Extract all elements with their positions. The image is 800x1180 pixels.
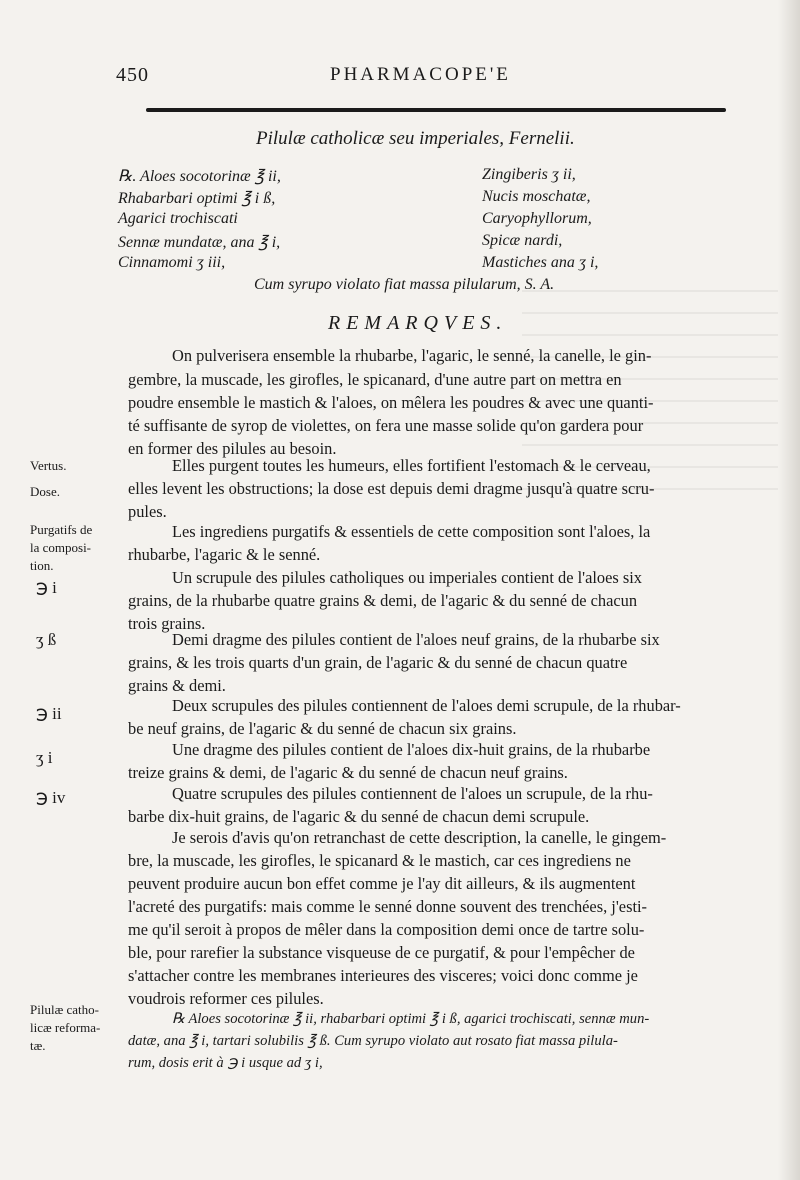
recipe-left-line: Rhabarbari optimi ℥ i ß, <box>118 190 276 207</box>
body-line: té suffisante de syrop de violettes, on fera une masse solide qu'on gardera pour <box>128 416 644 435</box>
body-line: pules. <box>128 502 167 521</box>
body-line: ℞ Aloes socotorinæ ℥ ii, rhabarbari optimi ℥ i ß, agarici trochiscati, sennæ mun- <box>172 1011 650 1027</box>
running-title: PHARMACOPE'E <box>330 64 511 85</box>
margin-note-vertus: Vertus. <box>30 458 67 473</box>
body-line: grains & demi. <box>128 676 226 695</box>
margin-symbol: ʒ i <box>36 748 53 767</box>
body-line: ble, pour rarefier la substance visqueuse de ce purgatif, & pour l'empêcher de <box>128 943 635 962</box>
body-line: l'acreté des purgatifs: mais comme le senné donne souvent des trenchées, j'esti- <box>128 897 648 916</box>
header-rule <box>146 108 726 112</box>
margin-symbol: ℈ iv <box>36 788 66 807</box>
body-line: treize grains & demi, de l'agaric & du senné de chacun neuf grains. <box>128 763 568 782</box>
body-line: Quatre scrupules des pilules contiennent de l'aloes un scrupule, de la rhu- <box>172 784 653 803</box>
body-line: me qu'il seroit à propos de mêler dans la composition demi once de tartre solu- <box>128 920 645 939</box>
page-number: 450 <box>116 64 149 86</box>
margin-note-pilulae: tæ. <box>30 1038 46 1053</box>
margin-symbol: ʒ ß <box>36 630 57 649</box>
margin-note-pilulae: licæ reforma- <box>30 1020 101 1035</box>
page-edge-shadow <box>778 0 800 1180</box>
section-heading: REMARQVES. <box>328 312 508 334</box>
body-line: Je serois d'avis qu'on retranchast de cette description, la canelle, le gingem- <box>172 828 667 847</box>
margin-symbol: ℈ i <box>36 578 57 597</box>
recipe-left-line: Sennæ mundatæ, ana ℥ i, <box>118 234 281 251</box>
margin-note-purgatifs: la composi- <box>30 540 92 555</box>
body-line: rhubarbe, l'agaric & le senné. <box>128 545 321 564</box>
body-line: bre, la muscade, les girofles, le spicanard & le mastich, car ces ingrediens ne <box>128 851 631 870</box>
body-line: Deux scrupules des pilules contiennent de l'aloes demi scrupule, de la rhubar- <box>172 696 681 715</box>
recipe-right-line: Nucis moschatæ, <box>482 188 591 205</box>
body-line: barbe dix-huit grains, de l'agaric & du senné de chacun demi scrupule. <box>128 807 590 826</box>
recipe-left-line: ℞. Aloes socotorinæ ℥ ii, <box>118 168 281 185</box>
body-line: On pulverisera ensemble la rhubarbe, l'agaric, le senné, la canelle, le gin- <box>172 346 652 365</box>
body-line: Les ingrediens purgatifs & essentiels de cette composition sont l'aloes, la <box>172 522 651 541</box>
body-line: peuvent produire aucun bon effet comme je l'ay dit ailleurs, & ils augmentent <box>128 874 636 893</box>
recipe-title: Pilulæ catholicæ seu imperiales, Fernelii. <box>256 128 575 149</box>
recipe-right-line: Spicæ nardi, <box>482 232 563 249</box>
body-line: voudrois reformer ces pilules. <box>128 989 324 1008</box>
recipe-right-line: Caryophyllorum, <box>482 210 592 227</box>
body-line: datæ, ana ℥ i, tartari solubilis ℥ ß. Cum syrupo violato aut rosato fiat massa pilula- <box>128 1033 618 1049</box>
body-line: trois grains. <box>128 614 206 633</box>
body-line: en former des pilules au besoin. <box>128 439 337 458</box>
recipe-closing: Cum syrupo violato fiat massa pilularum, S. A. <box>254 276 555 293</box>
body-line: Une dragme des pilules contient de l'aloes dix-huit grains, de la rhubarbe <box>172 740 651 759</box>
body-line: Elles purgent toutes les humeurs, elles fortifient l'estomach & le cerveau, <box>172 456 651 475</box>
body-line: gembre, la muscade, les girofles, le spicanard, d'une autre part on mettra en <box>128 370 622 389</box>
margin-note-purgatifs: Purgatifs de <box>30 522 93 537</box>
body-line: grains, & les trois quarts d'un grain, de l'agaric & du senné de chacun quatre <box>128 653 628 672</box>
margin-symbol: ℈ ii <box>36 704 62 723</box>
margin-note-pilulae: Pilulæ catho- <box>30 1002 99 1017</box>
body-line: elles levent les obstructions; la dose est depuis demi dragme jusqu'à quatre scru- <box>128 479 655 498</box>
margin-note-purgatifs: tion. <box>30 558 54 573</box>
body-line: poudre ensemble le mastich & l'aloes, on mêlera les poudres & avec une quanti- <box>128 393 654 412</box>
body-line: be neuf grains, de l'agaric & du senné de chacun six grains. <box>128 719 517 738</box>
margin-note-dose: Dose. <box>30 484 60 499</box>
body-line: Demi dragme des pilules contient de l'aloes neuf grains, de la rhubarbe six <box>172 630 660 649</box>
body-line: grains, de la rhubarbe quatre grains & demi, de l'agaric & du senné de chacun <box>128 591 638 610</box>
body-line: rum, dosis erit à ℈ i usque ad ʒ i, <box>128 1055 323 1071</box>
recipe-left-line: Cinnamomi ʒ iii, <box>118 254 226 271</box>
recipe-right-line: Mastiches ana ʒ i, <box>482 254 599 271</box>
body-line: Un scrupule des pilules catholiques ou imperiales contient de l'aloes six <box>172 568 642 587</box>
recipe-right-line: Zingiberis ʒ ii, <box>482 166 576 183</box>
body-line: s'attacher contre les membranes interieures des visceres; voici donc comme je <box>128 966 638 985</box>
recipe-left-line: Agarici trochiscati <box>118 210 238 227</box>
